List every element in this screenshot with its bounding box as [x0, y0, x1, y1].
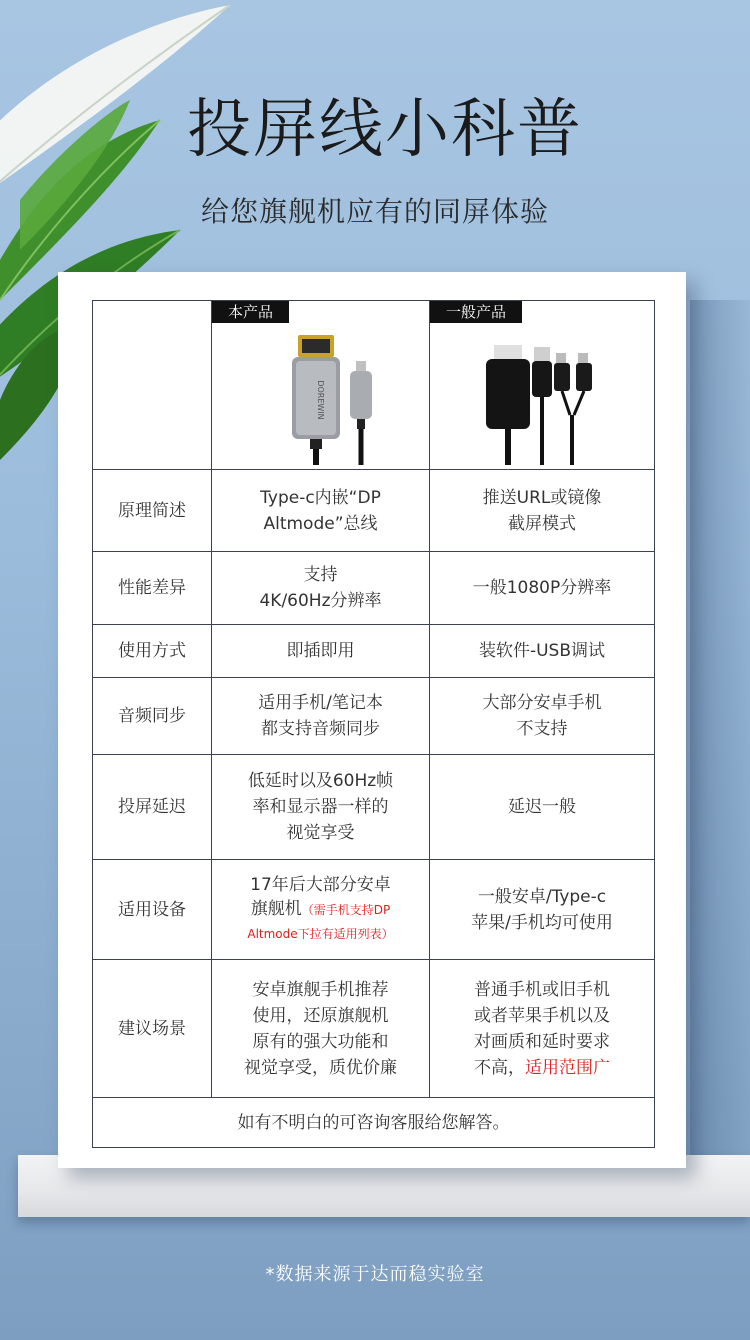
general-product-tag: 一般产品 [430, 301, 522, 323]
wall-shadow [690, 300, 750, 1180]
comparison-card [58, 272, 686, 1168]
table-row [93, 755, 655, 860]
page-title: 投屏线小科普 [187, 93, 583, 167]
general-product-cell [430, 301, 655, 470]
page-subtitle: 给您旗舰机应有的同屏体验 [200, 195, 549, 228]
our-value: 低延时以及60Hz帧 率和显示器一样的 视觉享受 [212, 755, 430, 860]
table-footer-row [93, 1098, 655, 1148]
our-value: 适用手机/笔记本 都支持音频同步 [212, 678, 430, 755]
generic-hdmi-cable-image [436, 305, 661, 465]
our-value: 17年后大部分安卓 旗舰机（需手机支持DP Altmode下拉有适用列表） [212, 860, 430, 960]
table-row [93, 960, 655, 1098]
our-value: 即插即用 [212, 625, 430, 678]
general-value: 装软件-USB调试 [430, 625, 655, 678]
general-value: 延迟一般 [430, 755, 655, 860]
our-value: Type-c内嵌“DP Altmode”总线 [212, 470, 430, 552]
row-label: 投屏延迟 [93, 755, 212, 860]
data-source-footnote: *数据来源于达而稳实验室 [265, 1264, 485, 1285]
brand-label: DOREWIN [316, 380, 325, 420]
usb-c-to-hdmi-cable-image [218, 305, 436, 465]
our-value: 支持 4K/60Hz分辨率 [212, 552, 430, 625]
row-label: 适用设备 [93, 860, 212, 960]
table-row [93, 860, 655, 960]
table-row [93, 552, 655, 625]
our-value-note: （需手机支持DP [301, 903, 391, 917]
general-value: 一般安卓/Type-c 苹果/手机均可使用 [430, 860, 655, 960]
our-value: 安卓旗舰手机推荐 使用，还原旗舰机 原有的强大功能和 视觉享受，质优价廉 [212, 960, 430, 1098]
empty-corner-cell [93, 301, 212, 470]
general-value: 普通手机或旧手机 或者苹果手机以及 对画质和延时要求 不高，适用范围广 [430, 960, 655, 1098]
row-label: 建议场景 [93, 960, 212, 1098]
general-value: 一般1080P分辨率 [430, 552, 655, 625]
our-value-note: Altmode下拉有适用列表） [247, 927, 394, 941]
general-value: 推送URL或镜像 截屏模式 [430, 470, 655, 552]
row-label: 使用方式 [93, 625, 212, 678]
highlight-text: 适用范围广 [525, 1057, 610, 1078]
general-value: 大部分安卓手机 不支持 [430, 678, 655, 755]
row-label: 音频同步 [93, 678, 212, 755]
our-product-cell [212, 301, 430, 470]
comparison-table [92, 300, 655, 1148]
row-label: 性能差异 [93, 552, 212, 625]
table-row [93, 470, 655, 552]
table-footer: 如有不明白的可咨询客服给您解答。 [93, 1098, 655, 1148]
row-label: 原理简述 [93, 470, 212, 552]
our-product-tag: 本产品 [212, 301, 289, 323]
table-row [93, 678, 655, 755]
table-header-row [93, 301, 655, 470]
table-row [93, 625, 655, 678]
